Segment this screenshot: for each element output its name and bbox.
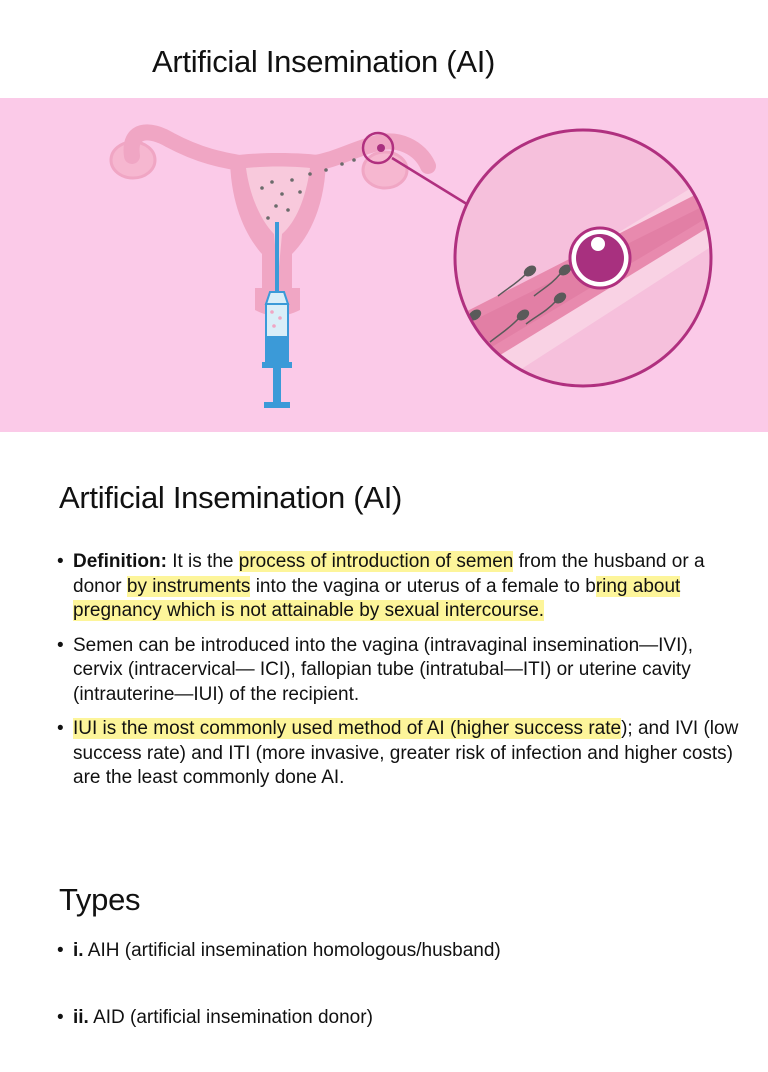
bullet-text: It is the <box>166 551 239 572</box>
section-heading: Artificial Insemination (AI) <box>59 480 403 515</box>
highlighted-text: process of introduction of semen <box>238 551 514 572</box>
bullet-text: ); and IVI (low success rate) and ITI (more invasive, greater risk of infection and higher costs) are the least commonly done AI. <box>73 718 739 788</box>
egg-cell-icon <box>570 228 630 288</box>
types-list <box>57 939 747 1072</box>
bullet-routes <box>57 634 747 708</box>
type-label: i. <box>73 940 84 961</box>
type-item-aid <box>57 1006 747 1031</box>
bullet-text: from the husband or a donor <box>73 551 705 597</box>
types-heading: Types <box>59 882 141 917</box>
bullet-definition <box>57 550 747 624</box>
highlighted-text: ring about pregnancy which is not attainable by sexual intercourse. <box>73 575 681 621</box>
bullet-iui <box>57 717 747 791</box>
definition-label: Definition: <box>73 551 167 572</box>
bullet-text: into the vagina or uterus of a female to b <box>250 575 596 597</box>
illustration-banner <box>0 98 768 432</box>
highlighted-text: IUI is the most commonly used method of AI (higher success rate <box>73 718 622 739</box>
page-title: Artificial Insemination (AI) <box>152 44 496 79</box>
type-item-aih <box>57 939 747 964</box>
type-text: AID (artificial insemination donor) <box>88 1006 373 1028</box>
definition-bullet-list <box>57 550 747 801</box>
highlighted-text: by instruments <box>126 575 251 597</box>
type-label: ii. <box>73 1006 89 1028</box>
type-text: AIH (artificial insemination homologous/husband) <box>83 940 501 961</box>
bullet-text: Semen can be introduced into the vagina (intravaginal insemination—IVI), cervix (intracervical— ICI), fallopian tube (intratubal—ITI) or uterine cavity (intrauterine—IUI) of the recipient. <box>73 634 693 705</box>
